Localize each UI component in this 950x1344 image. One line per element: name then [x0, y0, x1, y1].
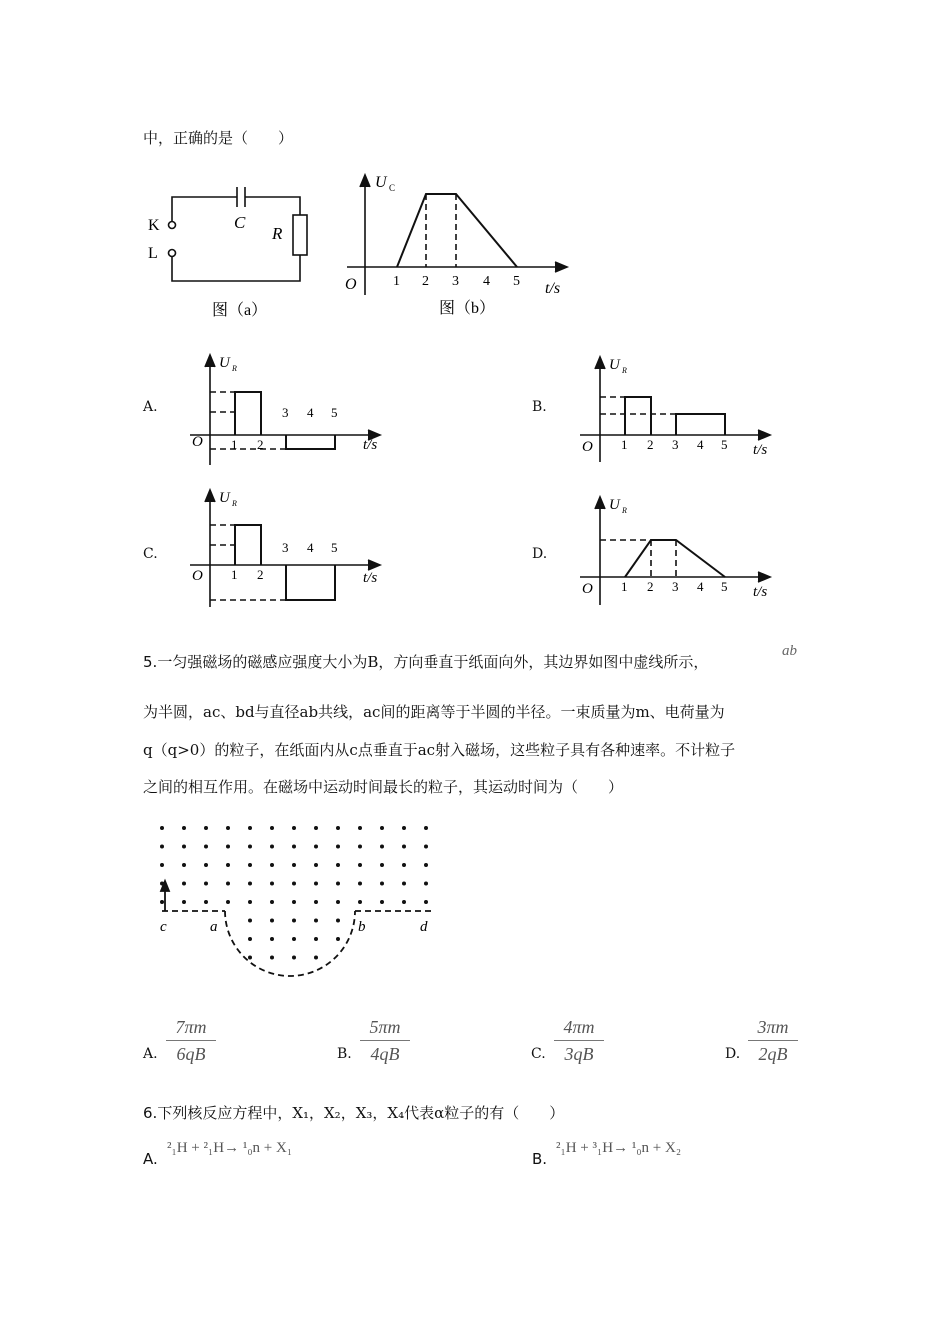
svg-text:4: 4 [697, 579, 704, 594]
svg-text:R: R [622, 366, 627, 375]
q4-option-b-graph[interactable] [575, 350, 785, 470]
field-dot [424, 826, 428, 830]
capacitor-label: C [234, 213, 246, 232]
point-b-label: b [358, 919, 366, 935]
field-dot [204, 826, 208, 830]
field-dot [424, 863, 428, 867]
field-dot [292, 863, 296, 867]
q5-option-d-fraction[interactable]: 3πm 2qB [748, 1016, 798, 1065]
q5-option-a-label[interactable]: A. [143, 1046, 158, 1062]
injection-arrow [161, 881, 169, 911]
svg-text:1: 1 [231, 437, 238, 452]
field-dot [270, 826, 274, 830]
svg-text:O: O [582, 581, 593, 597]
field-dot [336, 845, 340, 849]
field-dot [336, 826, 340, 830]
field-dot [204, 845, 208, 849]
field-dot [204, 900, 208, 904]
svg-text:4: 4 [697, 437, 704, 452]
q4-option-c-graph[interactable] [185, 480, 395, 610]
q4-option-a-graph[interactable] [185, 345, 395, 470]
terminal-l-label: L [148, 245, 158, 262]
field-dot [226, 845, 230, 849]
svg-text:5: 5 [721, 437, 728, 452]
field-dot [314, 919, 318, 923]
field-dot [292, 900, 296, 904]
field-dot [314, 900, 318, 904]
svg-text:t/s: t/s [753, 584, 768, 600]
svg-text:U: U [609, 357, 620, 373]
field-dot [358, 826, 362, 830]
q5-line-2: 为半圆，ac、bd与直径ab共线，ac间的距离等于半圆的半径。一束质量为m、电荷量为 [143, 703, 725, 721]
field-dot [204, 882, 208, 886]
svg-text:2: 2 [647, 437, 654, 452]
field-dot [160, 900, 164, 904]
q5-line-3: q（q>0）的粒子，在纸面内从c点垂直于ac射入磁场，这些粒子具有各种速率。不计粒子 [143, 741, 736, 759]
field-dot [270, 845, 274, 849]
svg-text:3: 3 [282, 540, 289, 555]
q5-option-b-label[interactable]: B. [337, 1046, 352, 1062]
field-dot [248, 845, 252, 849]
q5-option-c-label[interactable]: C. [531, 1046, 546, 1062]
field-dot [182, 826, 186, 830]
field-dot [248, 863, 252, 867]
field-dot [336, 900, 340, 904]
magnetic-field-diagram [150, 815, 445, 985]
svg-text:O: O [582, 439, 593, 455]
field-dot [314, 882, 318, 886]
field-dot [380, 845, 384, 849]
resistor-label: R [272, 224, 283, 243]
field-dot [160, 845, 164, 849]
field-dot [160, 826, 164, 830]
svg-text:2: 2 [647, 579, 654, 594]
field-dot [292, 919, 296, 923]
field-dot [270, 863, 274, 867]
svg-text:3: 3 [672, 437, 679, 452]
figure-b-caption: 图（b） [439, 300, 496, 317]
field-dot [270, 919, 274, 923]
q5-option-d-label[interactable]: D. [725, 1046, 741, 1062]
field-dot [204, 863, 208, 867]
q6-number: 6. [143, 1104, 158, 1122]
field-dot [248, 882, 252, 886]
field-dot [182, 863, 186, 867]
field-dot [424, 882, 428, 886]
field-dot [248, 956, 252, 960]
field-dot [270, 900, 274, 904]
figure-a-caption: 图（a） [212, 302, 268, 319]
field-dot [380, 900, 384, 904]
svg-text:3: 3 [282, 405, 289, 420]
q5-option-c-fraction[interactable]: 4πm 3qB [554, 1016, 604, 1065]
field-dot [380, 882, 384, 886]
field-dot [248, 919, 252, 923]
field-dot [182, 900, 186, 904]
svg-text:t/s: t/s [363, 570, 378, 586]
q4-option-d-graph[interactable] [575, 490, 785, 610]
tick-3: 3 [452, 274, 459, 289]
field-dot [292, 882, 296, 886]
q4-option-d-label[interactable]: D. [532, 546, 548, 562]
svg-text:U: U [219, 490, 230, 506]
q5-arc-label: ab [782, 643, 797, 659]
q5-line-1 [143, 652, 708, 672]
tick-4: 4 [483, 274, 490, 289]
svg-text:O: O [192, 568, 203, 584]
q5-number: 5. [143, 653, 158, 671]
field-dots [160, 826, 428, 960]
field-dot [402, 863, 406, 867]
field-dot [270, 882, 274, 886]
field-dot [380, 863, 384, 867]
field-dot [270, 937, 274, 941]
field-dot [358, 882, 362, 886]
circuit-diagram [140, 175, 320, 325]
svg-text:R: R [232, 364, 237, 373]
q4-option-a-label[interactable]: A. [143, 399, 158, 415]
field-dot [248, 826, 252, 830]
svg-text:5: 5 [331, 405, 338, 420]
svg-text:5: 5 [721, 579, 728, 594]
q6-option-b-label[interactable]: B. [532, 1150, 548, 1168]
field-dot [402, 826, 406, 830]
question-continuation: 中，正确的是（ ） [143, 129, 294, 147]
origin-label: O [345, 276, 357, 293]
svg-text:1: 1 [621, 579, 628, 594]
svg-text:1: 1 [231, 567, 238, 582]
field-dot [358, 845, 362, 849]
field-dot [402, 882, 406, 886]
svg-text:2: 2 [257, 437, 264, 452]
field-dot [226, 900, 230, 904]
svg-text:1: 1 [621, 437, 628, 452]
field-dot [358, 900, 362, 904]
tick-2: 2 [422, 274, 429, 289]
svg-text:U: U [219, 355, 230, 371]
svg-text:O: O [192, 434, 203, 450]
field-dot [292, 826, 296, 830]
field-dot [292, 956, 296, 960]
y-axis-subscript: C [389, 183, 396, 193]
q5-line-1-text: 一匀强磁场的磁感应强度大小为B，方向垂直于纸面向外，其边界如图中虚线所示， [157, 653, 709, 671]
field-dot [314, 845, 318, 849]
field-dot [314, 956, 318, 960]
q6-option-a-label[interactable]: A. [143, 1150, 158, 1168]
uc-graph [335, 165, 575, 325]
field-dot [424, 900, 428, 904]
field-dot [182, 882, 186, 886]
field-dot [248, 937, 252, 941]
svg-text:R: R [622, 506, 627, 515]
field-dot [160, 863, 164, 867]
q5-option-b-fraction[interactable]: 5πm 4qB [360, 1016, 410, 1065]
field-dot [336, 882, 340, 886]
field-dot [380, 826, 384, 830]
svg-text:5: 5 [331, 540, 338, 555]
svg-text:4: 4 [307, 540, 314, 555]
field-dot [314, 937, 318, 941]
field-dot [358, 863, 362, 867]
svg-text:U: U [609, 497, 620, 513]
field-dot [314, 826, 318, 830]
svg-text:t/s: t/s [753, 442, 768, 458]
q5-option-a-fraction[interactable]: 7πm 6qB [166, 1016, 216, 1065]
field-dot [402, 900, 406, 904]
svg-text:4: 4 [307, 405, 314, 420]
q6-option-b-equation[interactable]: ²₁H + ³₁H→ ¹₀n + X₂ [556, 1140, 682, 1156]
field-dot [226, 882, 230, 886]
field-dot [336, 863, 340, 867]
field-dot [292, 937, 296, 941]
point-c-label: c [160, 919, 167, 935]
svg-text:R: R [232, 499, 237, 508]
field-dot [182, 845, 186, 849]
field-dot [270, 956, 274, 960]
x-axis-label: t/s [545, 280, 561, 297]
terminal-k-label: K [148, 217, 160, 234]
tick-5: 5 [513, 274, 520, 289]
point-d-label: d [420, 919, 428, 935]
field-dot [226, 863, 230, 867]
point-a-label: a [210, 919, 218, 935]
svg-text:3: 3 [672, 579, 679, 594]
field-dot [226, 826, 230, 830]
svg-text:2: 2 [257, 567, 264, 582]
field-dot [336, 919, 340, 923]
field-dot [248, 900, 252, 904]
field-dot [424, 845, 428, 849]
svg-text:t/s: t/s [363, 437, 378, 453]
q6-text: 下列核反应方程中，X₁，X₂，X₃，X₄代表α粒子的有（ ） [157, 1104, 565, 1122]
field-dot [314, 863, 318, 867]
q6-option-a-equation[interactable]: ²₁H + ²₁H→ ¹₀n + X₁ [167, 1140, 293, 1156]
field-dot [402, 845, 406, 849]
q4-option-b-label[interactable]: B. [532, 399, 547, 415]
field-dot [336, 937, 340, 941]
field-dot [292, 845, 296, 849]
q6-stem [143, 1103, 564, 1123]
q4-option-c-label[interactable]: C. [143, 546, 158, 562]
y-axis-label: U [375, 174, 387, 191]
q5-line-4: 之间的相互作用。在磁场中运动时间最长的粒子，其运动时间为（ ） [143, 778, 624, 796]
tick-1: 1 [393, 274, 400, 289]
